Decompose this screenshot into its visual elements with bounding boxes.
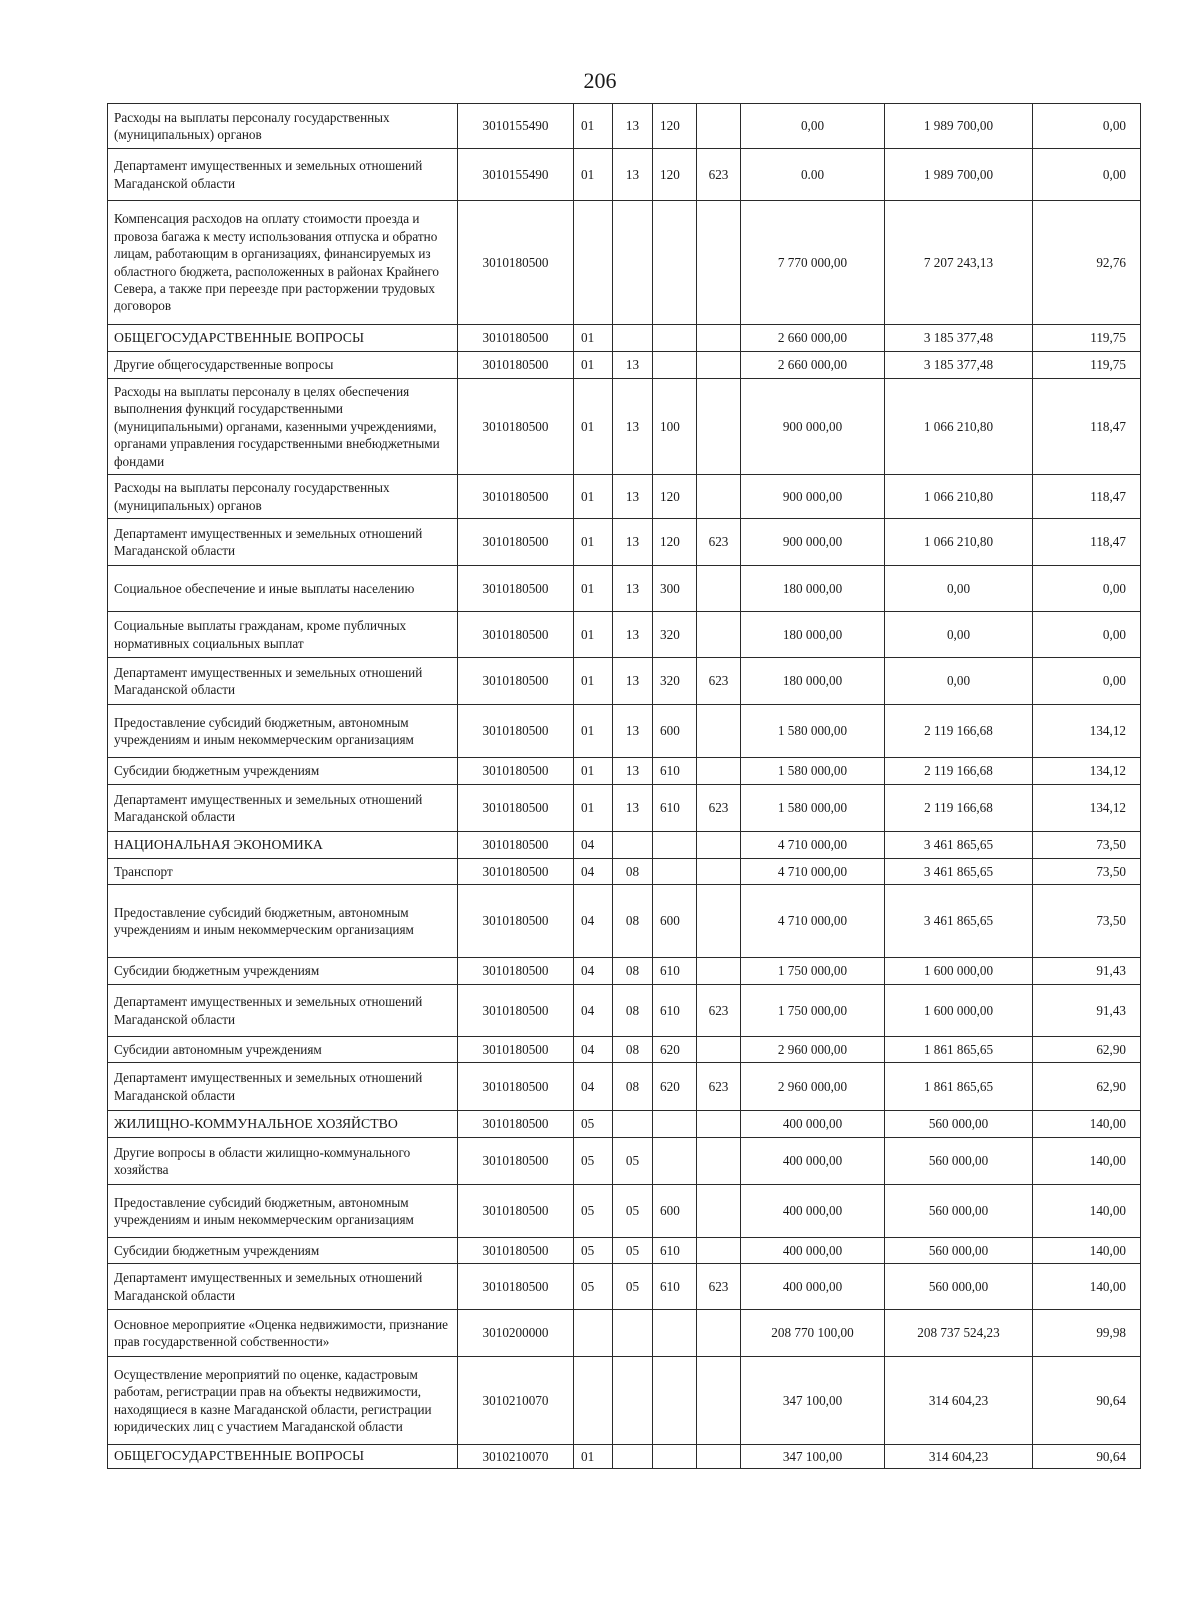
- row-planned-amount: 4 710 000,00: [741, 832, 885, 859]
- row-expense-type: [653, 1111, 697, 1138]
- row-planned-amount: 208 770 100,00: [741, 1310, 885, 1357]
- row-department-code: [697, 1138, 741, 1185]
- row-code: 3010180500: [458, 1185, 574, 1238]
- row-percent: 119,75: [1033, 325, 1141, 352]
- row-subsection: 08: [613, 958, 653, 985]
- row-code: 3010200000: [458, 1310, 574, 1357]
- row-section: 05: [574, 1185, 613, 1238]
- row-actual-amount: 1 861 865,65: [885, 1063, 1033, 1111]
- row-subsection: 13: [613, 104, 653, 149]
- table-row: [108, 785, 1141, 832]
- row-expense-type: [653, 859, 697, 885]
- table-row: [108, 958, 1141, 985]
- row-percent: 140,00: [1033, 1238, 1141, 1264]
- table-row: [108, 705, 1141, 758]
- row-actual-amount: 560 000,00: [885, 1185, 1033, 1238]
- row-percent: 140,00: [1033, 1185, 1141, 1238]
- row-section: 01: [574, 325, 613, 352]
- row-section: 01: [574, 519, 613, 566]
- row-actual-amount: 3 185 377,48: [885, 325, 1033, 352]
- row-subsection: 13: [613, 379, 653, 475]
- row-section: 01: [574, 352, 613, 379]
- row-actual-amount: 0,00: [885, 612, 1033, 658]
- row-department-code: [697, 958, 741, 985]
- row-percent: 118,47: [1033, 379, 1141, 475]
- table-row: [108, 1185, 1141, 1238]
- row-planned-amount: 4 710 000,00: [741, 885, 885, 958]
- row-actual-amount: 208 737 524,23: [885, 1310, 1033, 1357]
- table-row: [108, 1063, 1141, 1111]
- row-code: 3010180500: [458, 379, 574, 475]
- table-row: [108, 519, 1141, 566]
- row-subsection: 05: [613, 1138, 653, 1185]
- row-section: 01: [574, 612, 613, 658]
- row-code: 3010180500: [458, 325, 574, 352]
- row-code: 3010180500: [458, 758, 574, 785]
- row-percent: 134,12: [1033, 705, 1141, 758]
- row-department-code: [697, 325, 741, 352]
- table-row: [108, 885, 1141, 958]
- row-section: 01: [574, 149, 613, 201]
- row-planned-amount: 180 000,00: [741, 612, 885, 658]
- row-actual-amount: 1 861 865,65: [885, 1037, 1033, 1063]
- row-name: Департамент имущественных и земельных отношений Магаданской области: [108, 1264, 458, 1310]
- row-name: НАЦИОНАЛЬНАЯ ЭКОНОМИКА: [108, 832, 458, 859]
- row-code: 3010210070: [458, 1445, 574, 1469]
- row-percent: 140,00: [1033, 1264, 1141, 1310]
- row-expense-type: 100: [653, 379, 697, 475]
- row-department-code: [697, 566, 741, 612]
- row-subsection: 08: [613, 1037, 653, 1063]
- row-department-code: [697, 1310, 741, 1357]
- row-code: 3010180500: [458, 475, 574, 519]
- row-percent: 140,00: [1033, 1111, 1141, 1138]
- row-name: Субсидии бюджетным учреждениям: [108, 958, 458, 985]
- row-planned-amount: 900 000,00: [741, 475, 885, 519]
- row-subsection: 08: [613, 985, 653, 1037]
- row-expense-type: 120: [653, 475, 697, 519]
- row-expense-type: [653, 1310, 697, 1357]
- row-percent: 92,76: [1033, 201, 1141, 325]
- row-expense-type: 120: [653, 149, 697, 201]
- row-planned-amount: 1 580 000,00: [741, 705, 885, 758]
- row-code: 3010180500: [458, 985, 574, 1037]
- row-department-code: [697, 1357, 741, 1445]
- table-row: [108, 758, 1141, 785]
- row-percent: 91,43: [1033, 958, 1141, 985]
- row-department-code: 623: [697, 985, 741, 1037]
- table-row: [108, 1310, 1141, 1357]
- row-subsection: 05: [613, 1264, 653, 1310]
- row-planned-amount: 1 580 000,00: [741, 758, 885, 785]
- row-expense-type: 320: [653, 658, 697, 705]
- table-row: [108, 612, 1141, 658]
- row-section: 04: [574, 859, 613, 885]
- row-subsection: 13: [613, 149, 653, 201]
- row-name: Департамент имущественных и земельных отношений Магаданской области: [108, 1063, 458, 1111]
- row-section: [574, 1357, 613, 1445]
- row-subsection: 08: [613, 859, 653, 885]
- row-name: Предоставление субсидий бюджетным, автономным учреждениям и иным некоммерческим организациям: [108, 885, 458, 958]
- row-planned-amount: 400 000,00: [741, 1264, 885, 1310]
- row-code: 3010180500: [458, 1238, 574, 1264]
- row-section: 01: [574, 1445, 613, 1469]
- row-department-code: 623: [697, 785, 741, 832]
- row-subsection: 13: [613, 475, 653, 519]
- row-percent: 118,47: [1033, 519, 1141, 566]
- row-subsection: 05: [613, 1238, 653, 1264]
- row-planned-amount: 2 660 000,00: [741, 352, 885, 379]
- row-section: 01: [574, 705, 613, 758]
- row-section: 04: [574, 1063, 613, 1111]
- table-row: [108, 475, 1141, 519]
- row-subsection: 05: [613, 1185, 653, 1238]
- row-expense-type: [653, 1357, 697, 1445]
- row-department-code: [697, 859, 741, 885]
- row-expense-type: 120: [653, 519, 697, 566]
- row-department-code: [697, 612, 741, 658]
- row-name: Департамент имущественных и земельных отношений Магаданской области: [108, 785, 458, 832]
- row-expense-type: 120: [653, 104, 697, 149]
- row-name: Департамент имущественных и земельных отношений Магаданской области: [108, 519, 458, 566]
- row-actual-amount: 1 600 000,00: [885, 985, 1033, 1037]
- row-planned-amount: 1 580 000,00: [741, 785, 885, 832]
- row-code: 3010180500: [458, 1037, 574, 1063]
- row-expense-type: [653, 352, 697, 379]
- row-section: 04: [574, 832, 613, 859]
- row-planned-amount: 7 770 000,00: [741, 201, 885, 325]
- row-planned-amount: 400 000,00: [741, 1138, 885, 1185]
- table-row: [108, 859, 1141, 885]
- table-row: [108, 149, 1141, 201]
- row-subsection: [613, 832, 653, 859]
- row-name: Основное мероприятие «Оценка недвижимости, признание прав государственной собственности»: [108, 1310, 458, 1357]
- row-actual-amount: 1 066 210,80: [885, 379, 1033, 475]
- row-code: 3010180500: [458, 885, 574, 958]
- row-department-code: [697, 705, 741, 758]
- row-planned-amount: 400 000,00: [741, 1238, 885, 1264]
- row-planned-amount: 0,00: [741, 104, 885, 149]
- row-subsection: [613, 201, 653, 325]
- row-expense-type: 600: [653, 705, 697, 758]
- row-name: Предоставление субсидий бюджетным, автономным учреждениям и иным некоммерческим организациям: [108, 705, 458, 758]
- row-name: ЖИЛИЩНО-КОММУНАЛЬНОЕ ХОЗЯЙСТВО: [108, 1111, 458, 1138]
- row-actual-amount: 3 461 865,65: [885, 832, 1033, 859]
- row-code: 3010180500: [458, 785, 574, 832]
- row-section: 04: [574, 958, 613, 985]
- row-percent: 0,00: [1033, 104, 1141, 149]
- row-planned-amount: 1 750 000,00: [741, 958, 885, 985]
- row-name: Социальные выплаты гражданам, кроме публичных нормативных социальных выплат: [108, 612, 458, 658]
- row-code: 3010180500: [458, 958, 574, 985]
- row-department-code: 623: [697, 1063, 741, 1111]
- row-percent: 90,64: [1033, 1445, 1141, 1469]
- row-name: Расходы на выплаты персоналу в целях обеспечения выполнения функций государственными (муниципальными) органами, казенными учреждениями, органами управления государственными внебюджетными фондами: [108, 379, 458, 475]
- row-section: 04: [574, 885, 613, 958]
- row-expense-type: 300: [653, 566, 697, 612]
- row-expense-type: [653, 832, 697, 859]
- row-name: Субсидии бюджетным учреждениям: [108, 1238, 458, 1264]
- row-name: Социальное обеспечение и иные выплаты населению: [108, 566, 458, 612]
- row-department-code: 623: [697, 658, 741, 705]
- row-subsection: 13: [613, 658, 653, 705]
- row-subsection: 13: [613, 352, 653, 379]
- row-percent: 0,00: [1033, 658, 1141, 705]
- row-actual-amount: 1 989 700,00: [885, 149, 1033, 201]
- row-code: 3010155490: [458, 104, 574, 149]
- row-expense-type: 320: [653, 612, 697, 658]
- row-actual-amount: 7 207 243,13: [885, 201, 1033, 325]
- row-expense-type: 600: [653, 1185, 697, 1238]
- row-name: Расходы на выплаты персоналу государственных (муниципальных) органов: [108, 475, 458, 519]
- table-row: [108, 325, 1141, 352]
- row-section: 05: [574, 1138, 613, 1185]
- row-expense-type: 610: [653, 758, 697, 785]
- row-planned-amount: 2 660 000,00: [741, 325, 885, 352]
- row-department-code: [697, 832, 741, 859]
- table-row: [108, 985, 1141, 1037]
- table-row: [108, 201, 1141, 325]
- row-section: 01: [574, 566, 613, 612]
- row-name: Компенсация расходов на оплату стоимости проезда и провоза багажа к месту использования отпуска и обратно лицам, работающим в организациях, финансируемых из областного бюджета, расположенных в районах Крайнего Севера, а также при переезде при расторжении трудовых договоров: [108, 201, 458, 325]
- row-actual-amount: 1 600 000,00: [885, 958, 1033, 985]
- row-department-code: [697, 379, 741, 475]
- row-name: Другие вопросы в области жилищно-коммунального хозяйства: [108, 1138, 458, 1185]
- row-actual-amount: 2 119 166,68: [885, 705, 1033, 758]
- row-code: 3010180500: [458, 705, 574, 758]
- row-subsection: 13: [613, 566, 653, 612]
- row-planned-amount: 0.00: [741, 149, 885, 201]
- row-actual-amount: 314 604,23: [885, 1357, 1033, 1445]
- row-actual-amount: 2 119 166,68: [885, 785, 1033, 832]
- row-percent: 99,98: [1033, 1310, 1141, 1357]
- row-percent: 90,64: [1033, 1357, 1141, 1445]
- row-expense-type: [653, 325, 697, 352]
- row-planned-amount: 2 960 000,00: [741, 1037, 885, 1063]
- row-expense-type: [653, 201, 697, 325]
- row-subsection: 08: [613, 1063, 653, 1111]
- row-section: 01: [574, 785, 613, 832]
- row-percent: 119,75: [1033, 352, 1141, 379]
- row-actual-amount: 0,00: [885, 566, 1033, 612]
- row-code: 3010180500: [458, 519, 574, 566]
- row-percent: 62,90: [1033, 1063, 1141, 1111]
- row-section: 05: [574, 1238, 613, 1264]
- row-code: 3010180500: [458, 1063, 574, 1111]
- row-actual-amount: 560 000,00: [885, 1264, 1033, 1310]
- row-actual-amount: 1 989 700,00: [885, 104, 1033, 149]
- row-expense-type: 600: [653, 885, 697, 958]
- row-department-code: [697, 104, 741, 149]
- row-section: 04: [574, 1037, 613, 1063]
- table-row: [108, 1264, 1141, 1310]
- row-planned-amount: 2 960 000,00: [741, 1063, 885, 1111]
- row-code: 3010210070: [458, 1357, 574, 1445]
- row-section: 05: [574, 1264, 613, 1310]
- row-name: Расходы на выплаты персоналу государственных (муниципальных) органов: [108, 104, 458, 149]
- row-percent: 0,00: [1033, 566, 1141, 612]
- row-name: Департамент имущественных и земельных отношений Магаданской области: [108, 985, 458, 1037]
- row-subsection: 13: [613, 519, 653, 566]
- row-department-code: [697, 1238, 741, 1264]
- row-code: 3010180500: [458, 658, 574, 705]
- budget-table: [107, 103, 1141, 1469]
- row-expense-type: 610: [653, 1264, 697, 1310]
- row-actual-amount: 560 000,00: [885, 1138, 1033, 1185]
- row-planned-amount: 180 000,00: [741, 658, 885, 705]
- table-body: [108, 104, 1141, 1469]
- row-actual-amount: 3 185 377,48: [885, 352, 1033, 379]
- table-row: [108, 104, 1141, 149]
- row-department-code: [697, 1445, 741, 1469]
- row-subsection: 13: [613, 705, 653, 758]
- row-actual-amount: 0,00: [885, 658, 1033, 705]
- row-code: 3010180500: [458, 1111, 574, 1138]
- row-expense-type: 620: [653, 1063, 697, 1111]
- table-row: [108, 1138, 1141, 1185]
- row-actual-amount: 1 066 210,80: [885, 475, 1033, 519]
- row-code: 3010180500: [458, 1138, 574, 1185]
- row-department-code: 623: [697, 1264, 741, 1310]
- row-actual-amount: 3 461 865,65: [885, 885, 1033, 958]
- row-code: 3010180500: [458, 832, 574, 859]
- row-planned-amount: 347 100,00: [741, 1445, 885, 1469]
- table-row: [108, 1111, 1141, 1138]
- row-percent: 134,12: [1033, 785, 1141, 832]
- row-subsection: 13: [613, 785, 653, 832]
- page-number: 206: [583, 68, 617, 93]
- row-department-code: 623: [697, 149, 741, 201]
- row-department-code: [697, 1185, 741, 1238]
- row-section: 01: [574, 379, 613, 475]
- row-percent: 91,43: [1033, 985, 1141, 1037]
- row-name: Осуществление мероприятий по оценке, кадастровым работам, регистрации прав на объекты недвижимости, находящиеся в казне Магаданской области, регистрации юридических лиц с участием Магаданской области: [108, 1357, 458, 1445]
- row-subsection: 13: [613, 612, 653, 658]
- row-name: Предоставление субсидий бюджетным, автономным учреждениям и иным некоммерческим организациям: [108, 1185, 458, 1238]
- row-section: [574, 1310, 613, 1357]
- row-percent: 0,00: [1033, 149, 1141, 201]
- row-section: 01: [574, 758, 613, 785]
- row-name: Транспорт: [108, 859, 458, 885]
- row-subsection: [613, 1445, 653, 1469]
- table-row: [108, 1238, 1141, 1264]
- table-row: [108, 832, 1141, 859]
- row-section: 01: [574, 658, 613, 705]
- row-percent: 140,00: [1033, 1138, 1141, 1185]
- table-row: [108, 566, 1141, 612]
- row-code: 3010180500: [458, 859, 574, 885]
- row-code: 3010180500: [458, 566, 574, 612]
- row-actual-amount: 3 461 865,65: [885, 859, 1033, 885]
- table-row: [108, 1445, 1141, 1469]
- row-department-code: 623: [697, 519, 741, 566]
- row-department-code: [697, 1111, 741, 1138]
- row-code: 3010155490: [458, 149, 574, 201]
- table-row: [108, 1037, 1141, 1063]
- row-subsection: 08: [613, 885, 653, 958]
- row-code: 3010180500: [458, 201, 574, 325]
- row-expense-type: 610: [653, 958, 697, 985]
- row-percent: 73,50: [1033, 859, 1141, 885]
- row-planned-amount: 900 000,00: [741, 519, 885, 566]
- row-code: 3010180500: [458, 352, 574, 379]
- row-section: 01: [574, 475, 613, 519]
- row-subsection: [613, 325, 653, 352]
- row-name: ОБЩЕГОСУДАРСТВЕННЫЕ ВОПРОСЫ: [108, 1445, 458, 1469]
- row-planned-amount: 900 000,00: [741, 379, 885, 475]
- row-department-code: [697, 475, 741, 519]
- table-row: [108, 379, 1141, 475]
- row-section: [574, 201, 613, 325]
- row-percent: 0,00: [1033, 612, 1141, 658]
- row-planned-amount: 4 710 000,00: [741, 859, 885, 885]
- row-name: Департамент имущественных и земельных отношений Магаданской области: [108, 149, 458, 201]
- row-expense-type: 610: [653, 985, 697, 1037]
- row-expense-type: 620: [653, 1037, 697, 1063]
- row-name: Департамент имущественных и земельных отношений Магаданской области: [108, 658, 458, 705]
- row-expense-type: [653, 1138, 697, 1185]
- row-actual-amount: 2 119 166,68: [885, 758, 1033, 785]
- row-section: 04: [574, 985, 613, 1037]
- row-section: 05: [574, 1111, 613, 1138]
- row-department-code: [697, 1037, 741, 1063]
- row-planned-amount: 400 000,00: [741, 1111, 885, 1138]
- row-planned-amount: 180 000,00: [741, 566, 885, 612]
- row-code: 3010180500: [458, 612, 574, 658]
- row-subsection: 13: [613, 758, 653, 785]
- row-section: 01: [574, 104, 613, 149]
- row-percent: 73,50: [1033, 885, 1141, 958]
- row-expense-type: 610: [653, 1238, 697, 1264]
- table-row: [108, 658, 1141, 705]
- row-subsection: [613, 1357, 653, 1445]
- row-name: ОБЩЕГОСУДАРСТВЕННЫЕ ВОПРОСЫ: [108, 325, 458, 352]
- row-expense-type: 610: [653, 785, 697, 832]
- row-name: Субсидии бюджетным учреждениям: [108, 758, 458, 785]
- row-actual-amount: 560 000,00: [885, 1111, 1033, 1138]
- row-planned-amount: 400 000,00: [741, 1185, 885, 1238]
- row-department-code: [697, 201, 741, 325]
- row-percent: 73,50: [1033, 832, 1141, 859]
- row-percent: 62,90: [1033, 1037, 1141, 1063]
- row-actual-amount: 1 066 210,80: [885, 519, 1033, 566]
- row-planned-amount: 347 100,00: [741, 1357, 885, 1445]
- row-name: Другие общегосударственные вопросы: [108, 352, 458, 379]
- row-actual-amount: 314 604,23: [885, 1445, 1033, 1469]
- row-percent: 134,12: [1033, 758, 1141, 785]
- row-planned-amount: 1 750 000,00: [741, 985, 885, 1037]
- table-row: [108, 1357, 1141, 1445]
- row-name: Субсидии автономным учреждениям: [108, 1037, 458, 1063]
- row-department-code: [697, 758, 741, 785]
- table-row: [108, 352, 1141, 379]
- row-subsection: [613, 1111, 653, 1138]
- row-department-code: [697, 885, 741, 958]
- row-percent: 118,47: [1033, 475, 1141, 519]
- row-code: 3010180500: [458, 1264, 574, 1310]
- row-subsection: [613, 1310, 653, 1357]
- row-actual-amount: 560 000,00: [885, 1238, 1033, 1264]
- row-expense-type: [653, 1445, 697, 1469]
- row-department-code: [697, 352, 741, 379]
